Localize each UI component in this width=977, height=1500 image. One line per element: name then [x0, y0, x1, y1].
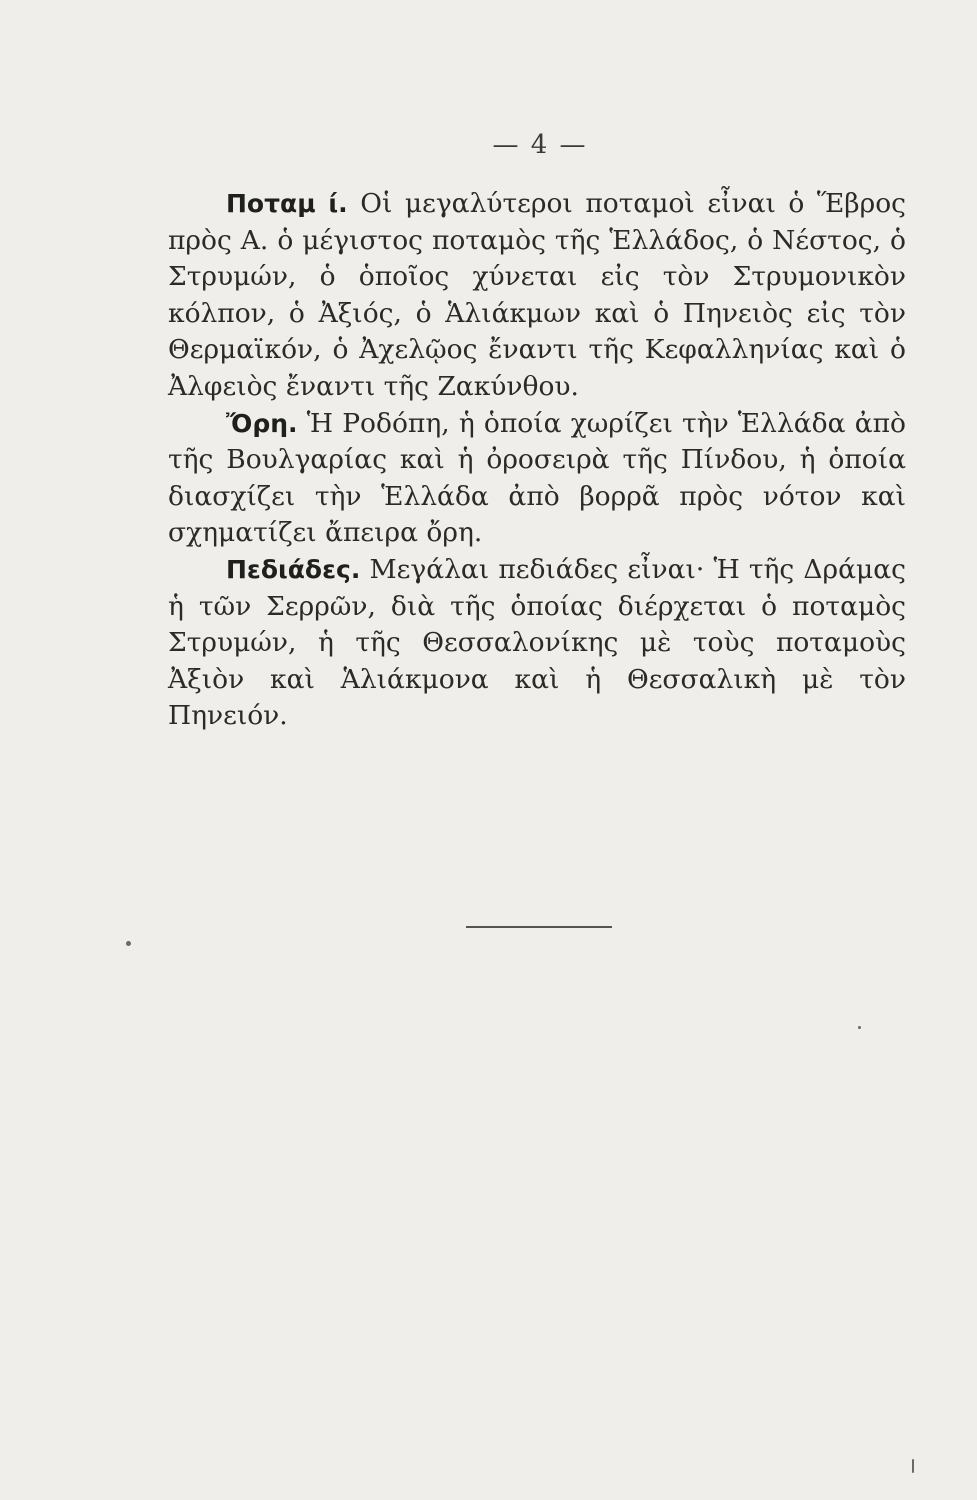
paragraph-rivers — [168, 186, 906, 406]
print-speck — [912, 1459, 914, 1473]
end-divider-rule — [466, 926, 612, 928]
print-speck — [126, 941, 131, 946]
print-speck — [858, 1026, 861, 1029]
body-text — [168, 186, 906, 735]
paragraph-plains-text: Μεγάλαι πεδιάδες εἶναι· Ἡ τῆς Δράμας ἡ τῶν Σερρῶν, διὰ τῆς ὁποίας διέρχεται ὁ ποταμὸς Στρυμών, ἡ τῆς Θεσσαλονίκης μὲ τοὺς ποταμοὺς Ἀξιὸν καὶ Ἁλιάκμονα καὶ ἡ Θεσσαλικὴ μὲ τὸν Πηνειόν. — [168, 553, 906, 732]
paragraph-plains — [168, 552, 906, 735]
page-number: — 4 — — [492, 130, 588, 160]
paragraph-rivers-text: Οἱ μεγαλύτεροι ποταμοὶ εἶναι ὁ Ἕβρος πρὸς Α. ὁ μέγιστος ποταμὸς τῆς Ἑλλάδος, ὁ Νέστος, ὁ Στρυμών, ὁ ὁποῖος χύνεται εἰς τὸν Στρυμονικὸν κόλπον, ὁ Ἀξιός, ὁ Ἁλιάκμων καὶ ὁ Πηνειὸς εἰς τὸν Θερμαϊκόν, ὁ Ἀχελῷος ἔναντι τῆς Κεφαλληνίας καὶ ὁ Ἀλφειὸς ἔναντι τῆς Ζακύνθου. — [168, 188, 906, 402]
heading-mountains: Ὄρη. — [226, 408, 298, 438]
paragraph-mountains — [168, 406, 906, 552]
paragraph-mountains-text: Ἡ Ροδόπη, ἡ ὁποία χωρίζει τὴν Ἑλλάδα ἀπὸ τῆς Βουλγαρίας καὶ ἡ ὀροσειρὰ τῆς Πίνδου, ἡ ὁποία διασχίζει τὴν Ἑλλάδα ἀπὸ βορρᾶ πρὸς νότον καὶ σχηματίζει ἄπειρα ὄρη. — [168, 407, 906, 549]
heading-rivers: Ποταμ ί. — [226, 189, 348, 218]
heading-plains: Πεδιάδες. — [226, 554, 361, 584]
